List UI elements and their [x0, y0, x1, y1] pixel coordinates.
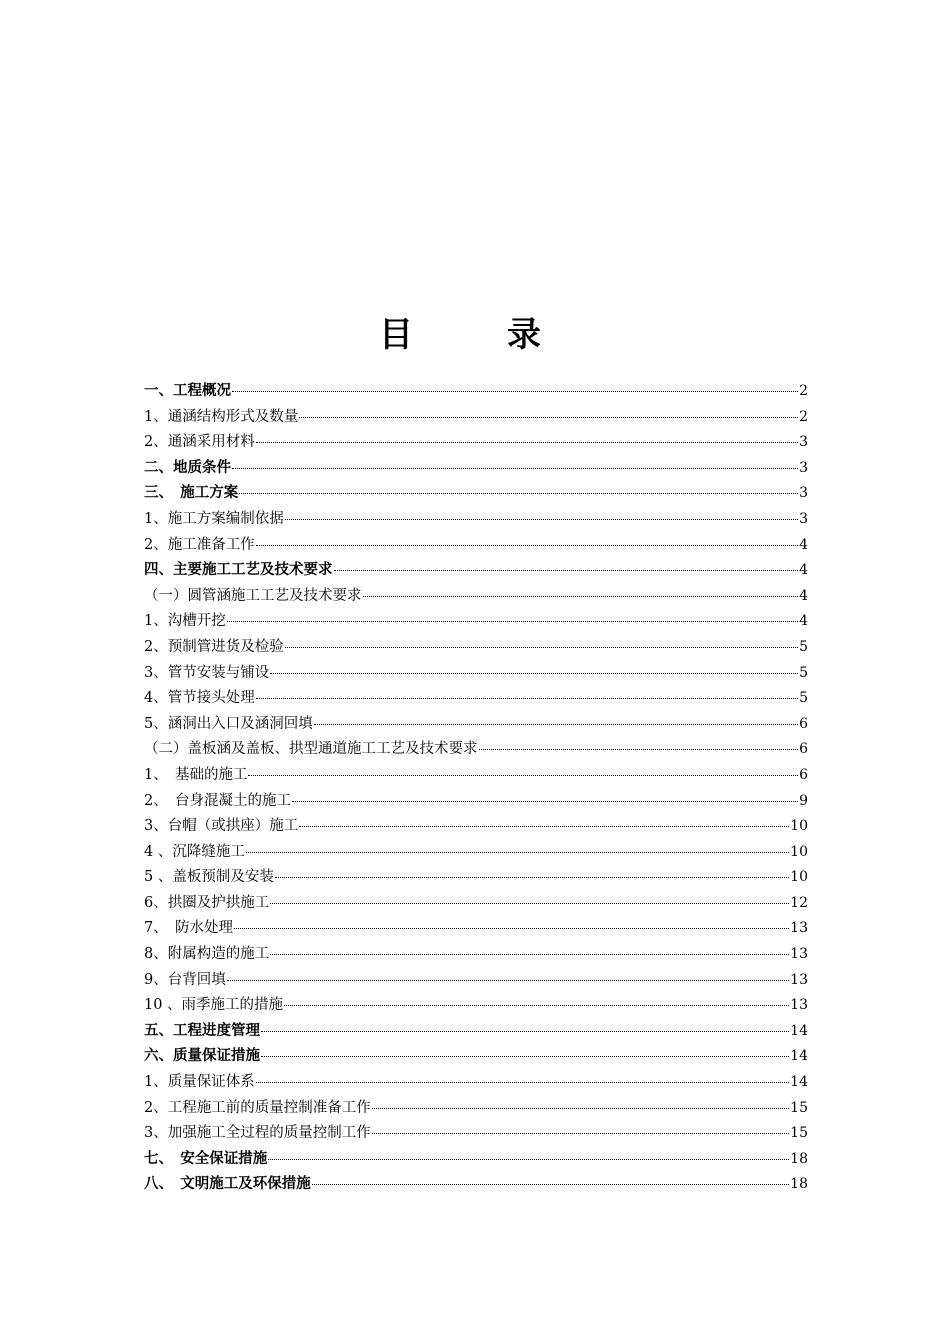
- toc-leader-dots: [270, 673, 798, 674]
- toc-entry[interactable]: [144, 814, 808, 840]
- toc-entry[interactable]: [144, 1147, 808, 1173]
- toc-leader-dots: [234, 928, 789, 929]
- toc-entry-text: 3、管节安装与铺设: [144, 664, 270, 681]
- toc-page-number: 18: [790, 1176, 808, 1193]
- toc-entry[interactable]: [144, 789, 808, 815]
- toc-page-number: 18: [790, 1150, 808, 1167]
- toc-entry[interactable]: [144, 686, 808, 712]
- toc-page-number: 10: [790, 869, 808, 886]
- toc-leader-dots: [270, 903, 789, 904]
- toc-page-number: 4: [799, 536, 808, 553]
- toc-entry-text: （一）圆管涵施工工艺及技术要求: [144, 587, 362, 604]
- toc-page-number: 12: [790, 894, 808, 911]
- toc-entry[interactable]: [144, 661, 808, 687]
- toc-entry[interactable]: [144, 1070, 808, 1096]
- toc-entry[interactable]: [144, 712, 808, 738]
- toc-leader-dots: [334, 570, 799, 571]
- toc-entry-text: 1、沟槽开挖: [144, 613, 226, 630]
- toc-leader-dots: [372, 1133, 789, 1134]
- toc-page-number: 14: [790, 1074, 808, 1091]
- toc-page-number: 5: [799, 638, 808, 655]
- toc-page-number: 6: [799, 741, 808, 758]
- toc-entry[interactable]: [144, 1121, 808, 1147]
- toc-leader-dots: [299, 417, 798, 418]
- toc-entry[interactable]: [144, 1172, 808, 1198]
- toc-page-number: 3: [799, 434, 808, 451]
- toc-leader-dots: [479, 749, 799, 750]
- toc-entry[interactable]: [144, 533, 808, 559]
- toc-entry-text: 2、工程施工前的质量控制准备工作: [144, 1099, 371, 1116]
- toc-entry-text: 三、 施工方案: [144, 485, 239, 502]
- toc-entry[interactable]: [144, 942, 808, 968]
- toc-leader-dots: [227, 980, 789, 981]
- toc-leader-dots: [268, 1159, 789, 1160]
- toc-leader-dots: [256, 698, 798, 699]
- toc-leader-dots: [261, 1056, 789, 1057]
- toc-entry-text: 1、质量保证体系: [144, 1074, 255, 1091]
- toc-entry-text: 2、通涵采用材料: [144, 434, 255, 451]
- toc-entry[interactable]: [144, 968, 808, 994]
- toc-page-number: 13: [790, 920, 808, 937]
- toc-page-number: 15: [790, 1125, 808, 1142]
- toc-entry[interactable]: [144, 840, 808, 866]
- toc-leader-dots: [312, 1184, 789, 1185]
- toc-entry[interactable]: [144, 405, 808, 431]
- toc-leader-dots: [275, 877, 789, 878]
- toc-title: 目 录: [379, 315, 571, 355]
- toc-entry[interactable]: [144, 379, 808, 405]
- toc-entry[interactable]: [144, 558, 808, 584]
- toc-leader-dots: [285, 519, 798, 520]
- toc-page-number: 2: [799, 383, 808, 399]
- toc-page-number: 13: [790, 946, 808, 963]
- toc-page-number: 3: [799, 510, 808, 527]
- toc-entry-text: 七、 安全保证措施: [144, 1150, 268, 1167]
- toc-page-number: 15: [790, 1099, 808, 1116]
- toc-page-number: 5: [799, 664, 808, 681]
- toc-entry[interactable]: [144, 891, 808, 917]
- toc-entry-text: 1、通涵结构形式及数量: [144, 408, 299, 425]
- toc-entry[interactable]: [144, 993, 808, 1019]
- toc-page-number: 4: [799, 562, 808, 579]
- toc-leader-dots: [299, 826, 789, 827]
- toc-page-number: 6: [799, 715, 808, 732]
- toc-entry[interactable]: [144, 1096, 808, 1122]
- toc-entry-text: 四、主要施工工艺及技术要求: [144, 562, 333, 579]
- toc-page-number: 10: [790, 818, 808, 835]
- toc-entry[interactable]: [144, 1019, 808, 1045]
- toc-leader-dots: [285, 647, 798, 648]
- toc-entry[interactable]: [144, 635, 808, 661]
- toc-entry-text: 1、 基础的施工: [144, 766, 248, 783]
- toc-entry[interactable]: [144, 430, 808, 456]
- toc-leader-dots: [284, 1005, 789, 1006]
- toc-leader-dots: [314, 724, 798, 725]
- toc-entry-text: 2、施工准备工作: [144, 536, 255, 553]
- toc-entry-text: 五、工程进度管理: [144, 1022, 260, 1039]
- toc-entry-text: 3、台帽（或拱座）施工: [144, 818, 299, 835]
- toc-page-number: 14: [790, 1022, 808, 1039]
- toc-leader-dots: [363, 596, 799, 597]
- toc-leader-dots: [261, 1031, 789, 1032]
- toc-page-number: 13: [790, 971, 808, 988]
- toc-page-number: 4: [799, 587, 808, 604]
- toc-leader-dots: [256, 1082, 789, 1083]
- toc-page-number: 2: [799, 408, 808, 425]
- toc-leader-dots: [292, 801, 798, 802]
- toc-entry-text: 5、涵洞出入口及涵洞回填: [144, 715, 313, 732]
- table-of-contents: [144, 379, 808, 1198]
- toc-page-number: 10: [790, 843, 808, 860]
- toc-page-number: 3: [799, 459, 808, 476]
- toc-entry-text: 二、地质条件: [144, 459, 231, 476]
- toc-page-number: 9: [799, 792, 808, 809]
- toc-entry[interactable]: [144, 584, 808, 610]
- toc-entry-text: 4、管节接头处理: [144, 690, 255, 707]
- toc-entry[interactable]: [144, 609, 808, 635]
- toc-entry-text: 4 、沉降缝施工: [144, 843, 245, 860]
- toc-page-number: 5: [799, 690, 808, 707]
- toc-leader-dots: [248, 775, 798, 776]
- toc-entry[interactable]: [144, 456, 808, 482]
- toc-entry-text: 3、加强施工全过程的质量控制工作: [144, 1125, 371, 1142]
- toc-entry-text: 10 、雨季施工的措施: [144, 997, 284, 1014]
- toc-page-number: 6: [799, 766, 808, 783]
- toc-entry-text: （二）盖板涵及盖板、拱型通道施工工艺及技术要求: [144, 741, 478, 758]
- toc-leader-dots: [232, 391, 798, 392]
- toc-entry[interactable]: [144, 1044, 808, 1070]
- toc-entry[interactable]: [144, 481, 808, 507]
- toc-page-number: 13: [790, 997, 808, 1014]
- toc-entry-text: 八、 文明施工及环保措施: [144, 1176, 311, 1193]
- toc-entry-text: 8、附属构造的施工: [144, 946, 270, 963]
- toc-leader-dots: [372, 1108, 789, 1109]
- toc-entry-text: 5 、盖板预制及安装: [144, 869, 274, 886]
- toc-leader-dots: [227, 621, 798, 622]
- toc-entry-text: 1、施工方案编制依据: [144, 510, 284, 527]
- toc-entry-text: 一、工程概况: [144, 383, 231, 399]
- toc-leader-dots: [246, 852, 789, 853]
- toc-entry[interactable]: [144, 507, 808, 533]
- toc-leader-dots: [256, 545, 798, 546]
- toc-leader-dots: [232, 468, 798, 469]
- toc-entry-text: 2、预制管进货及检验: [144, 638, 284, 655]
- toc-leader-dots: [239, 493, 798, 494]
- toc-entry-text: 9、台背回填: [144, 971, 226, 988]
- toc-page-number: 14: [790, 1048, 808, 1065]
- toc-entry[interactable]: [144, 916, 808, 942]
- toc-entry-text: 6、拱圈及护拱施工: [144, 894, 270, 911]
- toc-entry[interactable]: [144, 865, 808, 891]
- toc-entry-text: 7、 防水处理: [144, 920, 233, 937]
- toc-entry-text: 六、质量保证措施: [144, 1048, 260, 1065]
- toc-leader-dots: [270, 954, 789, 955]
- toc-entry[interactable]: [144, 763, 808, 789]
- toc-page-number: 4: [799, 613, 808, 630]
- toc-entry[interactable]: [144, 737, 808, 763]
- toc-entry-text: 2、 台身混凝土的施工: [144, 792, 291, 809]
- toc-leader-dots: [256, 442, 798, 443]
- toc-page-number: 3: [799, 485, 808, 502]
